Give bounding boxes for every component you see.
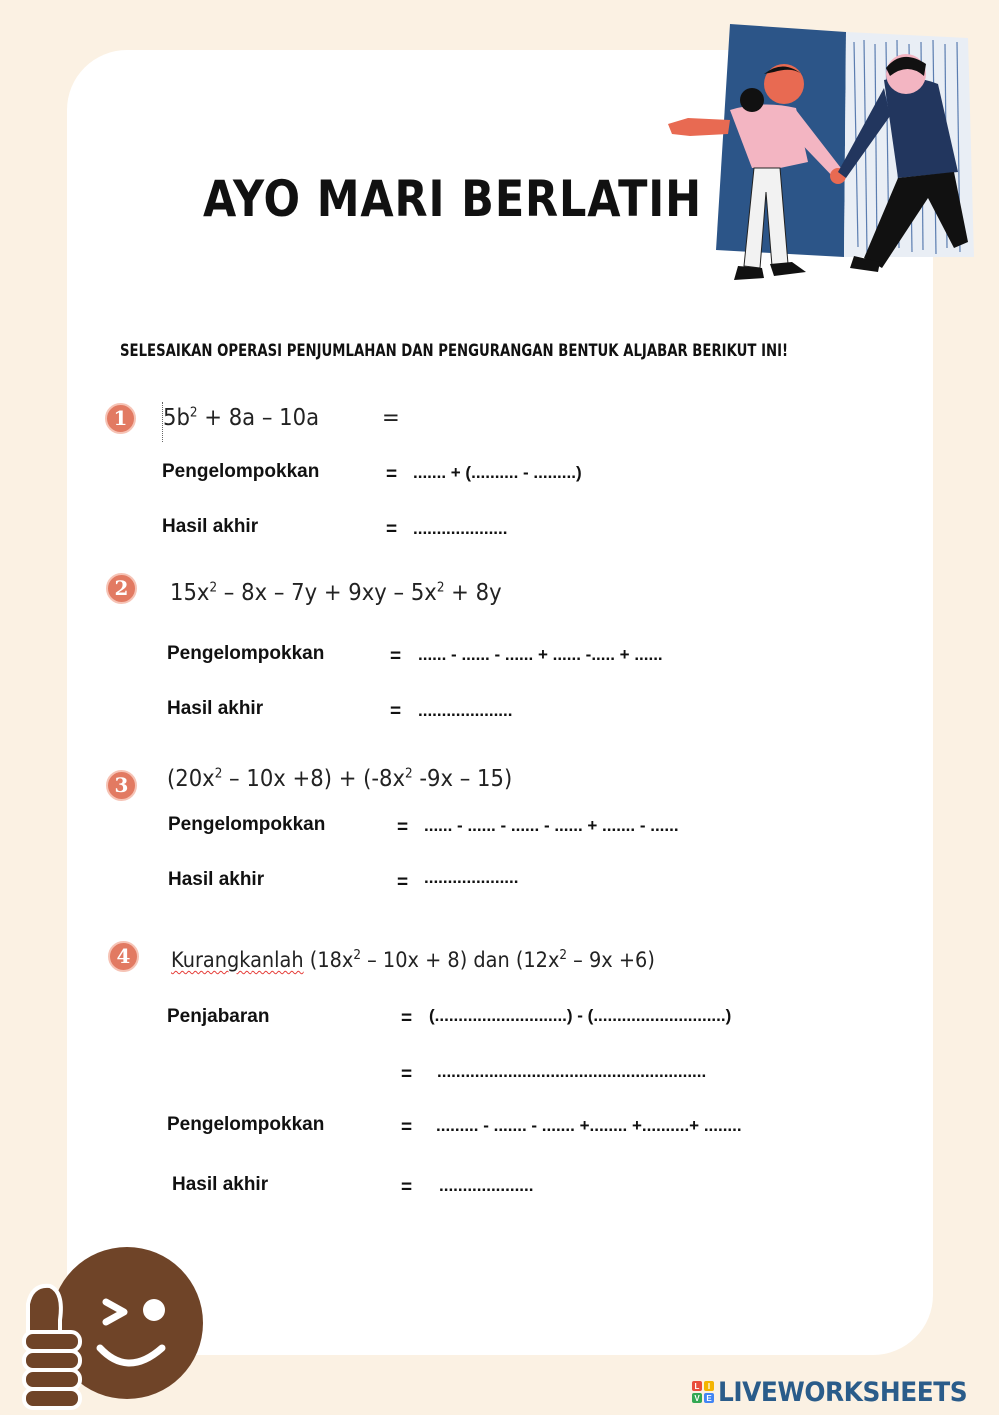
problem-1-expression: $5b^2 + 8a - 10a$ bbox=[163, 405, 320, 431]
problem-3-pengelompokkan-answer[interactable]: ...... - ...... - ...... - ...... + ....... - ...... bbox=[424, 816, 679, 835]
instruction-text: SELESAIKAN OPERASI PENJUMLAHAN DAN PENGURANGAN BENTUK ALJABAR BERIKUT INI! bbox=[120, 341, 789, 361]
problem-2-number-badge: 2 bbox=[106, 573, 137, 604]
people-holding-hands-illustration bbox=[668, 22, 980, 284]
problem-1-hasil-answer[interactable]: .................... bbox=[413, 519, 508, 538]
problem-4-penjabaran-equals: = bbox=[401, 1008, 413, 1029]
problem-4-hasil-label: Hasil akhir bbox=[172, 1174, 269, 1195]
problem-2-pengelompokkan-label: Pengelompokkan bbox=[167, 643, 325, 664]
logo-letter-v: V bbox=[694, 1394, 700, 1403]
problem-2-hasil-equals: = bbox=[390, 701, 402, 722]
problem-4-number-badge: 4 bbox=[108, 941, 139, 972]
problem-3-pengelompokkan-label: Pengelompokkan bbox=[168, 814, 326, 835]
problem-1-pengelompokkan-equals: = bbox=[386, 464, 398, 485]
problem-1-number-badge: 1 bbox=[105, 403, 136, 434]
problem-4-hasil-equals: = bbox=[401, 1177, 413, 1198]
problem-4-penjabaran-answer-2[interactable]: ......................................................... bbox=[437, 1062, 707, 1081]
brand-name: LIVEWORKSHEETS bbox=[718, 1376, 968, 1408]
problem-3-number-badge: 3 bbox=[106, 770, 137, 801]
problem-3-pengelompokkan-equals: = bbox=[397, 817, 409, 838]
problem-4-hasil-answer[interactable]: .................... bbox=[439, 1176, 534, 1195]
liveworksheets-logo-icon bbox=[692, 1381, 714, 1403]
problem-1-pengelompokkan-answer[interactable]: ....... + (.......... - .........) bbox=[413, 463, 582, 482]
problem-3-expression: $(20x^2 - 10x +8) + (-8x^2$ -9x – 15) bbox=[167, 766, 513, 792]
problem-4-penjabaran-equals-2: = bbox=[401, 1064, 413, 1085]
problem-1-hasil-equals: = bbox=[386, 519, 398, 540]
problem-4-pengelompokkan-equals: = bbox=[401, 1117, 413, 1138]
liveworksheets-brand bbox=[692, 1376, 989, 1408]
problem-3-hasil-answer[interactable]: .................... bbox=[424, 868, 519, 887]
problem-2-hasil-answer[interactable]: .................... bbox=[418, 701, 513, 720]
problem-1-hasil-label: Hasil akhir bbox=[162, 516, 259, 537]
problem-4-pengelompokkan-answer[interactable]: ......... - ....... - ....... +........ +..........+ ........ bbox=[436, 1116, 742, 1135]
problem-1-equals: = bbox=[382, 405, 400, 431]
logo-letter-l: L bbox=[694, 1382, 700, 1391]
page-title: AYO MARI BERLATIH bbox=[203, 170, 702, 228]
problem-2-pengelompokkan-equals: = bbox=[390, 646, 402, 667]
problem-4-expression: Kurangkanlah $(18x^2 - 10x + 8)$ dan $(12x^2 - 9x +6)$ bbox=[171, 948, 655, 972]
problem-1-pengelompokkan-label: Pengelompokkan bbox=[162, 461, 320, 482]
logo-letter-e: E bbox=[706, 1394, 712, 1403]
problem-4-penjabaran-label: Penjabaran bbox=[167, 1006, 270, 1027]
problem-3-hasil-equals: = bbox=[397, 872, 409, 893]
problem-3-hasil-label: Hasil akhir bbox=[168, 869, 265, 890]
problem-4-pengelompokkan-label: Pengelompokkan bbox=[167, 1114, 325, 1135]
logo-letter-i: I bbox=[707, 1382, 711, 1391]
problem-2-expression: $15x^2 - 8x - 7y + 9xy - 5x^2 + 8y$ bbox=[170, 580, 502, 606]
problem-4-penjabaran-answer[interactable]: (............................) - (............................) bbox=[429, 1006, 732, 1025]
winking-smiley-thumbs-up-icon bbox=[20, 1240, 210, 1410]
problem-2-pengelompokkan-answer[interactable]: ...... - ...... - ...... + ...... -..... + ...... bbox=[418, 645, 663, 664]
problem-2-hasil-label: Hasil akhir bbox=[167, 698, 264, 719]
